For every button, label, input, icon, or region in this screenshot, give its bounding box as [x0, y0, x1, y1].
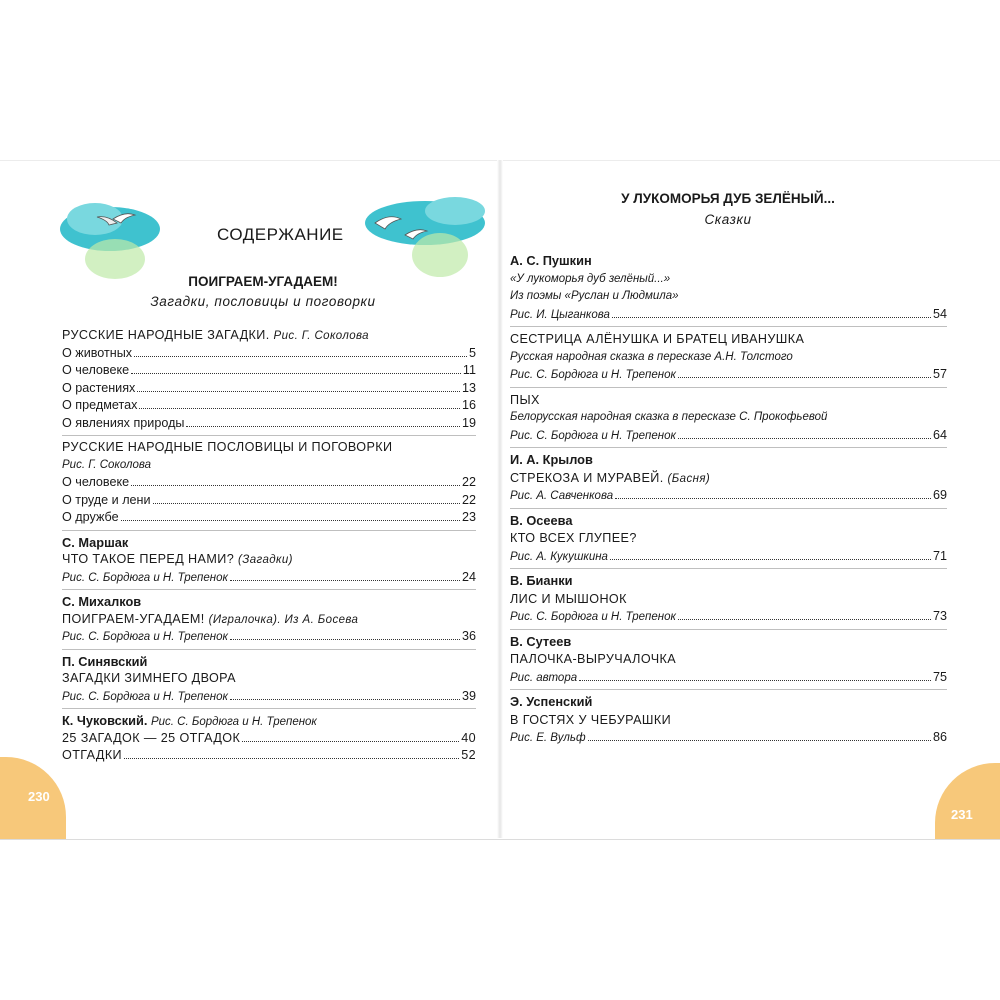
toc-entry[interactable]: О человеке 11: [62, 363, 476, 377]
section-subtitle: Загадки, пословицы и поговорки: [150, 294, 376, 309]
toc-author: Э. Успенский: [510, 694, 593, 709]
divider: [510, 387, 947, 388]
divider: [62, 708, 476, 709]
divider: [510, 568, 947, 569]
toc-entry[interactable]: Рис. С. Бордюга и Н. Трепенок 73: [510, 609, 947, 623]
toc-author: С. Михалков: [62, 594, 142, 609]
toc-entry: Белорусская народная сказка в пересказе С. Прокофьевой: [510, 411, 828, 423]
seagulls-cloud-illustration: [345, 183, 490, 283]
section-title: У ЛУКОМОРЬЯ ДУБ ЗЕЛЁНЫЙ...: [621, 191, 835, 206]
toc-author: П. Синявский: [62, 653, 148, 669]
toc-list: [510, 252, 947, 747]
toc-entry: СЕСТРИЦА АЛЁНУШКА И БРАТЕЦ ИВАНУШКА: [510, 332, 805, 346]
divider: [510, 508, 947, 509]
toc-entry: ЧТО ТАКОЕ ПЕРЕД НАМИ? (Загадки): [62, 552, 293, 566]
divider: [510, 326, 947, 327]
toc-entry[interactable]: О явлениях природы 19: [62, 415, 476, 430]
divider: [62, 530, 476, 531]
toc-entry: ЛИС И МЫШОНОК: [510, 591, 627, 606]
left-page: [0, 161, 497, 839]
toc-entry[interactable]: Рис. автора 75: [510, 669, 947, 684]
page-number: 231: [951, 807, 973, 822]
toc-entry: РУССКИЕ НАРОДНЫЕ ПОСЛОВИЦЫ И ПОГОВОРКИ: [62, 440, 393, 454]
divider: [62, 589, 476, 590]
divider: [510, 447, 947, 448]
toc-list: [62, 327, 476, 765]
toc-entry[interactable]: Рис. С. Бордюга и Н. Трепенок 57: [510, 367, 947, 381]
toc-entry: ПОИГРАЕМ-УГАДАЕМ! (Игралочка). Из А. Босева: [62, 611, 359, 626]
divider: [510, 629, 947, 630]
divider: [510, 689, 947, 690]
toc-entry[interactable]: О труде и лени 22: [62, 492, 476, 507]
toc-author: В. Бианки: [510, 573, 573, 588]
toc-entry: Рис. Г. Соколова: [62, 458, 152, 471]
toc-author: В. Сутеев: [510, 633, 572, 649]
toc-entry: В ГОСТЯХ У ЧЕБУРАШКИ: [510, 712, 672, 727]
book-gutter: [497, 160, 503, 838]
toc-author: К. Чуковский. Рис. С. Бордюга и Н. Трепенок: [62, 713, 317, 728]
seagull-cloud-illustration: [55, 189, 165, 285]
toc-author: В. Осеева: [510, 512, 573, 528]
toc-entry: РУССКИЕ НАРОДНЫЕ ЗАГАДКИ. Рис. Г. Соколова: [62, 328, 369, 342]
toc-entry: ЗАГАДКИ ЗИМНЕГО ДВОРА: [62, 671, 236, 685]
toc-entry[interactable]: О животных 5: [62, 345, 476, 360]
toc-entry[interactable]: О растениях 13: [62, 380, 476, 395]
toc-entry: СТРЕКОЗА И МУРАВЕЙ. (Басня): [510, 470, 711, 485]
toc-entry[interactable]: Рис. С. Бордюга и Н. Трепенок 36: [62, 629, 476, 643]
toc-author: А. С. Пушкин: [510, 253, 592, 268]
toc-entry[interactable]: Рис. С. Бордюга и Н. Трепенок 39: [62, 688, 476, 703]
toc-entry[interactable]: Рис. Е. Вульф 86: [510, 730, 947, 744]
toc-entry[interactable]: О дружбе 23: [62, 510, 476, 524]
page-number-tab: [935, 763, 1000, 839]
toc-entry[interactable]: О человеке 22: [62, 475, 476, 489]
toc-entry[interactable]: Рис. И. Цыганкова 54: [510, 306, 947, 321]
contents-heading: СОДЕРЖАНИЕ: [217, 225, 344, 244]
section-subtitle: Сказки: [704, 212, 752, 227]
divider: [62, 435, 476, 436]
toc-entry[interactable]: Рис. А. Савченкова 69: [510, 488, 947, 502]
toc-entry: КТО ВСЕХ ГЛУПЕЕ?: [510, 531, 637, 545]
toc-entry[interactable]: Рис. А. Кукушкина 71: [510, 548, 947, 563]
toc-entry[interactable]: О предметах 16: [62, 398, 476, 412]
toc-entry: Русская народная сказка в пересказе А.Н. Толстого: [510, 350, 793, 363]
toc-author: И. А. Крылов: [510, 452, 593, 467]
toc-entry: Из поэмы «Руслан и Людмила»: [510, 290, 679, 302]
page-number: 230: [28, 789, 50, 804]
section-title: ПОИГРАЕМ-УГАДАЕМ!: [188, 274, 338, 289]
right-page: [503, 161, 1000, 839]
toc-entry: ПЫХ: [510, 392, 540, 407]
toc-entry[interactable]: ОТГАДКИ 52: [62, 748, 476, 762]
toc-entry: ПАЛОЧКА-ВЫРУЧАЛОЧКА: [510, 652, 677, 666]
toc-entry: «У лукоморья дуб зелёный...»: [510, 272, 671, 285]
toc-entry[interactable]: Рис. С. Бордюга и Н. Трепенок 24: [62, 569, 476, 584]
toc-entry[interactable]: 25 ЗАГАДОК — 25 ОТГАДОК 40: [62, 730, 476, 745]
divider: [62, 649, 476, 650]
toc-entry[interactable]: Рис. С. Бордюга и Н. Трепенок 64: [510, 427, 947, 442]
toc-author: С. Маршак: [62, 534, 129, 550]
